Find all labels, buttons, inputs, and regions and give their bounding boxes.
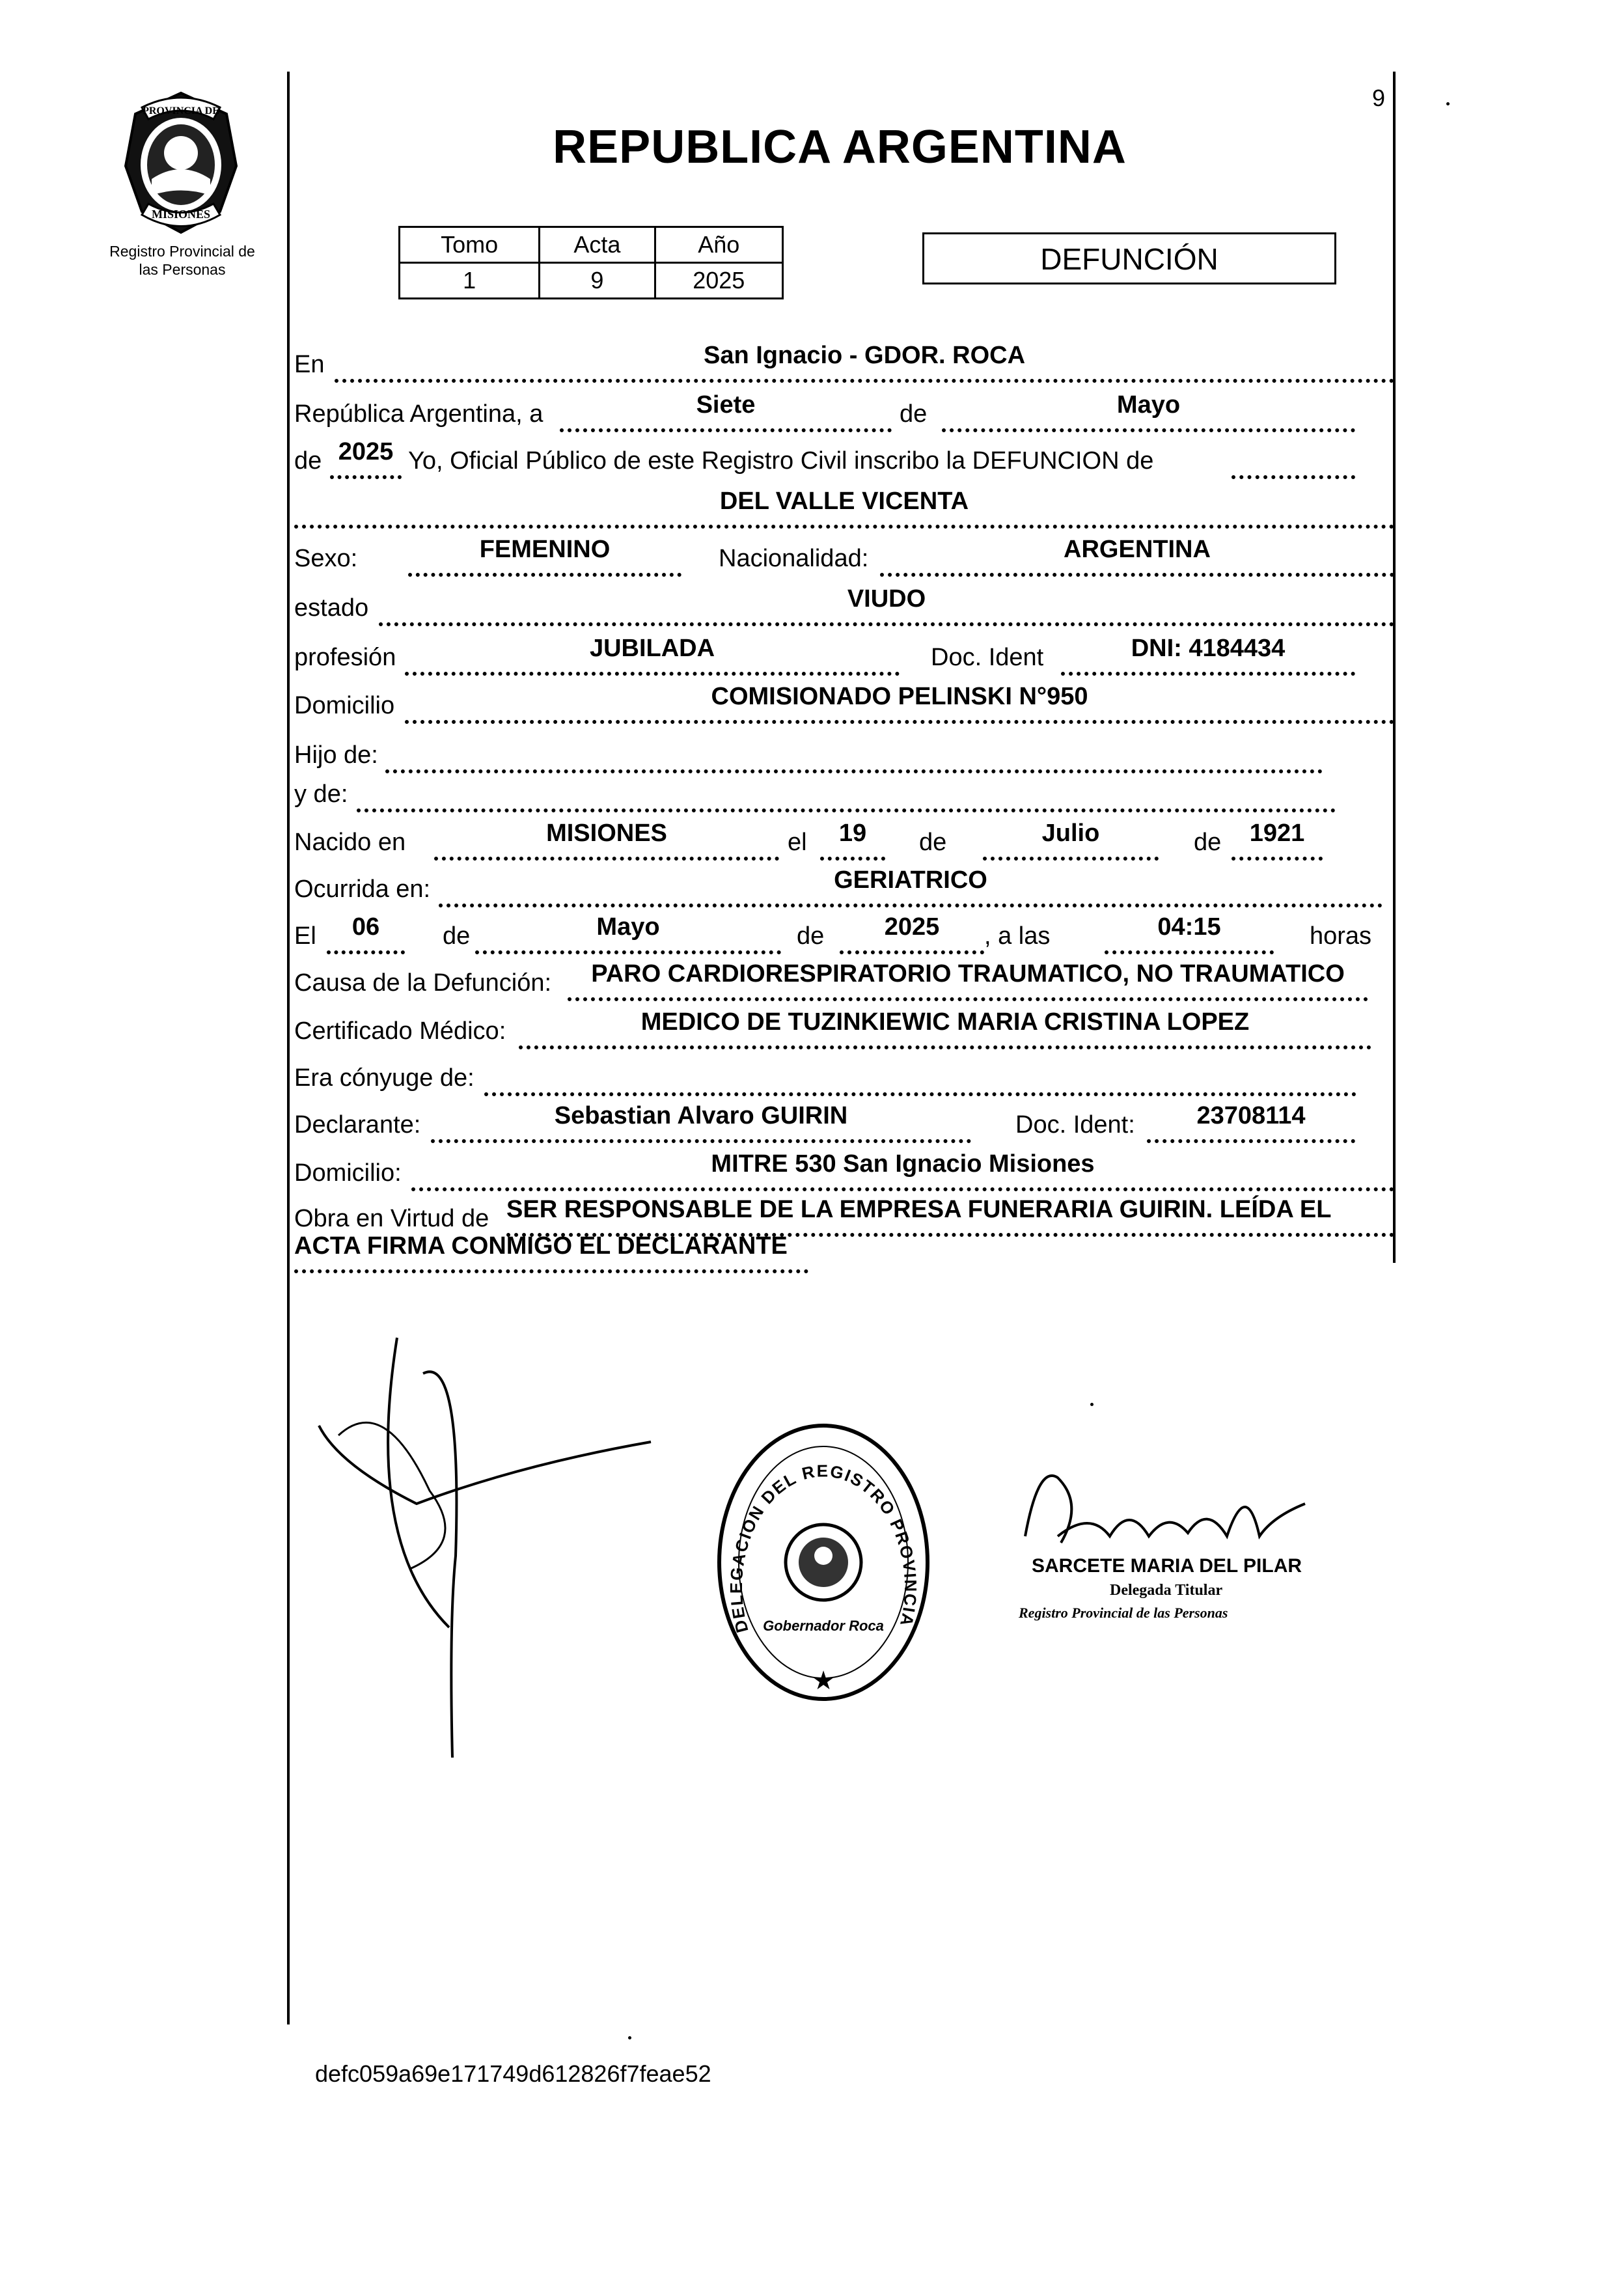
official-seal	[713, 1416, 934, 1709]
father-field	[385, 730, 1323, 773]
document-type-box: DEFUNCIÓN	[922, 232, 1336, 284]
anio-value: 2025	[655, 263, 782, 299]
registry-org-name: Registro Provincial de las Personas	[109, 243, 255, 278]
svg-text:★: ★	[812, 1666, 835, 1695]
marital-status-field: VIUDO	[379, 583, 1394, 626]
tomo-value: 1	[400, 263, 540, 299]
nationality-field: ARGENTINA	[880, 534, 1394, 577]
death-day-field: 06	[327, 911, 405, 954]
row-birth: Nacido en MISIONES el 19 de Julio de 1921	[294, 822, 1394, 862]
cause-field: PARO CARDIORESPIRATORIO TRAUMATICO, NO TRAUMATICO	[568, 958, 1368, 1001]
anio-header: Año	[655, 227, 782, 263]
tomo-header: Tomo	[400, 227, 540, 263]
medical-certificate-field: MEDICO DE TUZINKIEWIC MARIA CRISTINA LOPEZ	[519, 1006, 1371, 1049]
row-medical-certificate: Certificado Médico: MEDICO DE TUZINKIEWIC MARIA CRISTINA LOPEZ	[294, 1010, 1394, 1051]
profession-field: JUBILADA	[405, 633, 900, 676]
day-words-field: Siete	[560, 389, 892, 432]
officer-signature-stamp	[1012, 1439, 1364, 1634]
row-father: Hijo de:	[294, 734, 1394, 775]
row-profession-doc: profesión JUBILADA Doc. Ident DNI: 4184434	[294, 637, 1394, 677]
mother-field	[357, 769, 1336, 812]
registry-table	[398, 226, 784, 299]
row-declarant-address: Domicilio: MITRE 530 San Ignacio Misiones	[294, 1152, 1394, 1193]
svg-text:Delegada Titular: Delegada Titular	[1110, 1582, 1223, 1599]
row-spouse: Era cónyuge de:	[294, 1057, 1394, 1098]
spouse-field	[484, 1053, 1356, 1096]
death-year-field: 2025	[840, 911, 984, 954]
death-time-field: 04:15	[1105, 911, 1274, 954]
ink-dot	[1446, 102, 1450, 105]
row-virtue-cont	[294, 1234, 1394, 1275]
declarant-doc-field: 23708114	[1147, 1100, 1355, 1143]
svg-text:DELEGACION DEL REGISTRO PROVIN: DELEGACION DEL REGISTRO PROVINCIA	[726, 1461, 921, 1635]
virtue-line2-field: ACTA FIRMA CONMIGO EL DECLARANTE	[294, 1230, 808, 1273]
declarant-signature	[312, 1295, 677, 1829]
row-deceased-name	[294, 490, 1394, 530]
row-place: En San Ignacio - GDOR. ROCA	[294, 344, 1394, 384]
document-field: DNI: 4184434	[1061, 633, 1355, 676]
acta-value: 9	[540, 263, 655, 299]
birth-place-field: MISIONES	[434, 818, 779, 861]
province-emblem	[116, 88, 246, 238]
death-place-field: GERIATRICO	[439, 864, 1383, 907]
left-margin-line	[287, 72, 290, 2024]
svg-text:MISIONES: MISIONES	[151, 208, 211, 221]
declarant-field: Sebastian Alvaro GUIRIN	[431, 1100, 971, 1143]
birth-day-field: 19	[820, 818, 885, 861]
row-marital-status: estado VIUDO	[294, 587, 1394, 628]
svg-text:PROVINCIA DE: PROVINCIA DE	[143, 105, 219, 117]
ink-dot	[1090, 1403, 1094, 1406]
acta-header: Acta	[540, 227, 655, 263]
birth-month-field: Julio	[983, 818, 1159, 861]
row-date: República Argentina, a Siete de Mayo	[294, 393, 1394, 434]
virtue-line1-field: SER RESPONSABLE DE LA EMPRESA FUNERARIA GUIRIN. LEÍDA EL	[506, 1194, 1394, 1237]
place-field: San Ignacio - GDOR. ROCA	[335, 340, 1394, 383]
row-cause: Causa de la Defunción: PARO CARDIORESPIRATORIO TRAUMATICO, NO TRAUMATICO	[294, 962, 1394, 1002]
row-death-place: Ocurrida en: GERIATRICO	[294, 868, 1394, 909]
document-hash: defc059a69e171749d612826f7feae52	[315, 2060, 711, 2087]
declarant-address-field: MITRE 530 San Ignacio Misiones	[411, 1148, 1394, 1191]
row-sex-nationality: Sexo: FEMENINO Nacionalidad: ARGENTINA	[294, 538, 1394, 578]
row-declarant: Declarante: Sebastian Alvaro GUIRIN Doc. Ident: 23708114	[294, 1104, 1394, 1144]
statement-blank	[1232, 436, 1355, 479]
page-number: 9	[1372, 85, 1386, 111]
address-field: COMISIONADO PELINSKI N°950	[405, 681, 1394, 724]
svg-text:Gobernador Roca: Gobernador Roca	[763, 1618, 884, 1634]
birth-year-field: 1921	[1232, 818, 1323, 861]
country-title: REPUBLICA ARGENTINA	[553, 121, 1127, 173]
row-year-statement: de 2025 Yo, Oficial Público de este Registro Civil inscribo la DEFUNCION de	[294, 440, 1394, 480]
death-month-field: Mayo	[475, 911, 781, 954]
svg-text:SARCETE MARIA DEL PILAR: SARCETE MARIA DEL PILAR	[1032, 1555, 1302, 1577]
row-mother: y de:	[294, 773, 1394, 814]
deceased-name-field: DEL VALLE VICENTA	[294, 486, 1394, 529]
sex-field: FEMENINO	[408, 534, 681, 577]
svg-text:Registro Provincial de las Per: Registro Provincial de las Personas	[1019, 1605, 1228, 1621]
month-field: Mayo	[942, 389, 1355, 432]
row-address: Domicilio COMISIONADO PELINSKI N°950	[294, 685, 1394, 725]
row-death-date: El 06 de Mayo de 2025 , a las 04:15 horas	[294, 915, 1394, 956]
year-field: 2025	[330, 436, 402, 479]
row-virtue: Obra en Virtud de SER RESPONSABLE DE LA EMPRESA FUNERARIA GUIRIN. LEÍDA EL	[294, 1198, 1394, 1238]
ink-dot	[628, 2036, 631, 2039]
